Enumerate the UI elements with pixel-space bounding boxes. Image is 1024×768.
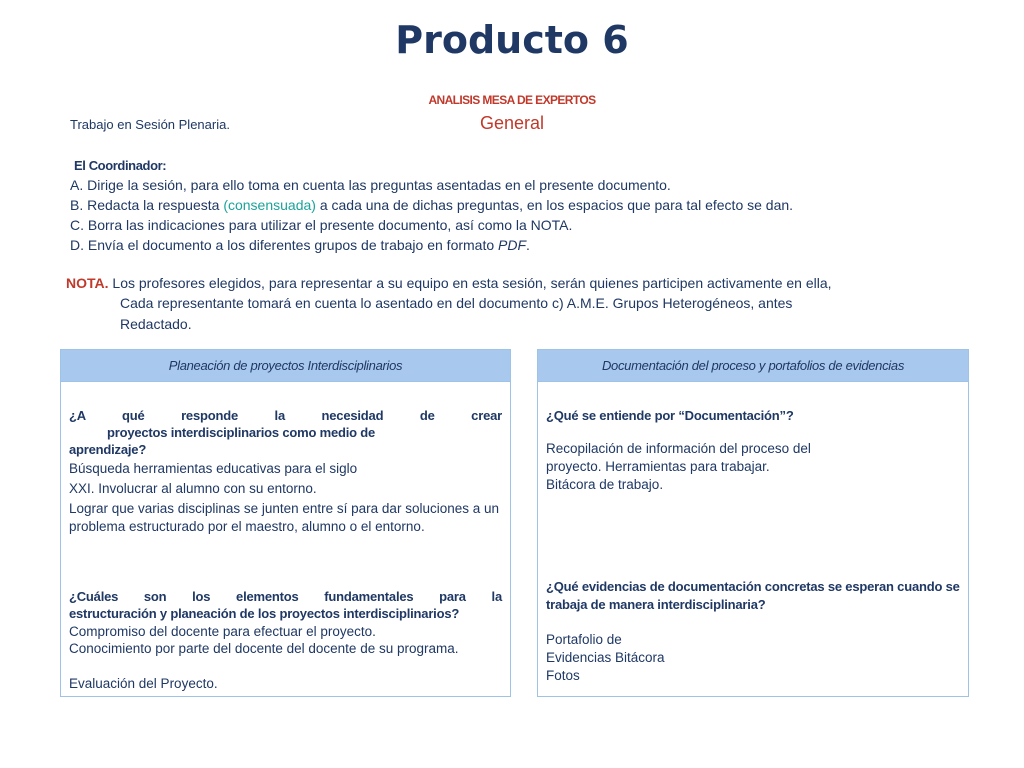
left-q2-line1: ¿Cuáles son los elementos fundamentales para la	[69, 589, 502, 604]
left-a2-line3: Evaluación del Proyecto.	[69, 676, 218, 691]
right-panel	[537, 349, 969, 697]
instruction-b-pre: B. Redacta la respuesta	[70, 197, 224, 213]
nota-line2: Cada representante tomará en cuenta lo asentado en del documento c) A.M.E. Grupos Heterogéneos, antes	[120, 295, 793, 311]
right-a1-line1: Recopilación de información del proceso del	[546, 441, 811, 456]
right-a1-line2: proyecto. Herramientas para trabajar.	[546, 459, 770, 474]
left-q1-line2: proyectos interdisciplinarios como medio de	[107, 425, 376, 440]
right-panel-header: Documentación del proceso y portafolios de evidencias	[538, 350, 968, 382]
instruction-b	[70, 197, 793, 213]
nota-label: NOTA.	[66, 275, 109, 291]
nota-line1-wrap	[66, 275, 966, 291]
instruction-b-highlight: (consensuada)	[223, 197, 316, 213]
instruction-d-pre: D. Envía el documento a los diferentes grupos de trabajo en formato	[70, 237, 499, 253]
left-a2-line1: Compromiso del docente para efectuar el proyecto.	[69, 624, 376, 639]
coordinator-label: El Coordinador:	[74, 158, 167, 173]
left-q1-line3: aprendizaje?	[69, 442, 147, 457]
nota-line1: Los profesores elegidos, para representar a su equipo en esta sesión, serán quienes participen activamente en ella,	[108, 275, 832, 291]
instruction-a: A. Dirige la sesión, para ello toma en cuenta las preguntas asentadas en el presente documento.	[70, 177, 671, 193]
right-q2: ¿Qué evidencias de documentación concretas se esperan cuando se trabaja de manera interdisciplinaria?	[546, 579, 960, 612]
left-a1-line1: Búsqueda herramientas educativas para el siglo	[69, 461, 358, 476]
right-q1: ¿Qué se entiende por “Documentación”?	[546, 408, 794, 423]
nota-block	[66, 275, 966, 332]
right-a2-line3: Fotos	[546, 668, 580, 683]
general-label: General	[479, 113, 545, 133]
right-a1-line3: Bitácora de trabajo.	[546, 477, 664, 492]
right-a2-line2: Evidencias Bitácora	[546, 650, 665, 665]
instruction-d-format: PDF	[498, 237, 527, 253]
instruction-b-post: a cada una de dichas preguntas, en los espacios que para tal efecto se dan.	[315, 197, 794, 213]
page-title: Producto 6	[395, 18, 629, 62]
right-a2-line1: Portafolio de	[546, 632, 622, 647]
left-a1-line2: XXI. Involucrar al alumno con su entorno.	[69, 481, 317, 496]
instruction-c: C. Borra las indicaciones para utilizar el presente documento, así como la NOTA.	[70, 217, 573, 233]
nota-line3: Redactado.	[120, 316, 192, 332]
left-q1-line1: ¿A qué responde la necesidad de crear	[69, 408, 502, 423]
session-label: Trabajo en Sesión Plenaria.	[70, 117, 230, 132]
left-panel-header: Planeación de proyectos Interdisciplinarios	[61, 350, 510, 382]
instruction-d	[70, 237, 530, 253]
left-q2-line2: estructuración y planeación de los proyectos interdisciplinarios?	[69, 606, 460, 621]
left-a2-line2: Conocimiento por parte del docente del docente de su programa.	[69, 641, 459, 656]
subtitle: ANALISIS MESA DE EXPERTOS	[428, 93, 596, 107]
left-panel	[60, 349, 511, 697]
left-a1-line3: Lograr que varias disciplinas se junten entre sí para dar soluciones a un problema estructurado por el maestro, alumno o el entorno.	[69, 501, 500, 534]
instruction-d-post: .	[526, 237, 530, 253]
